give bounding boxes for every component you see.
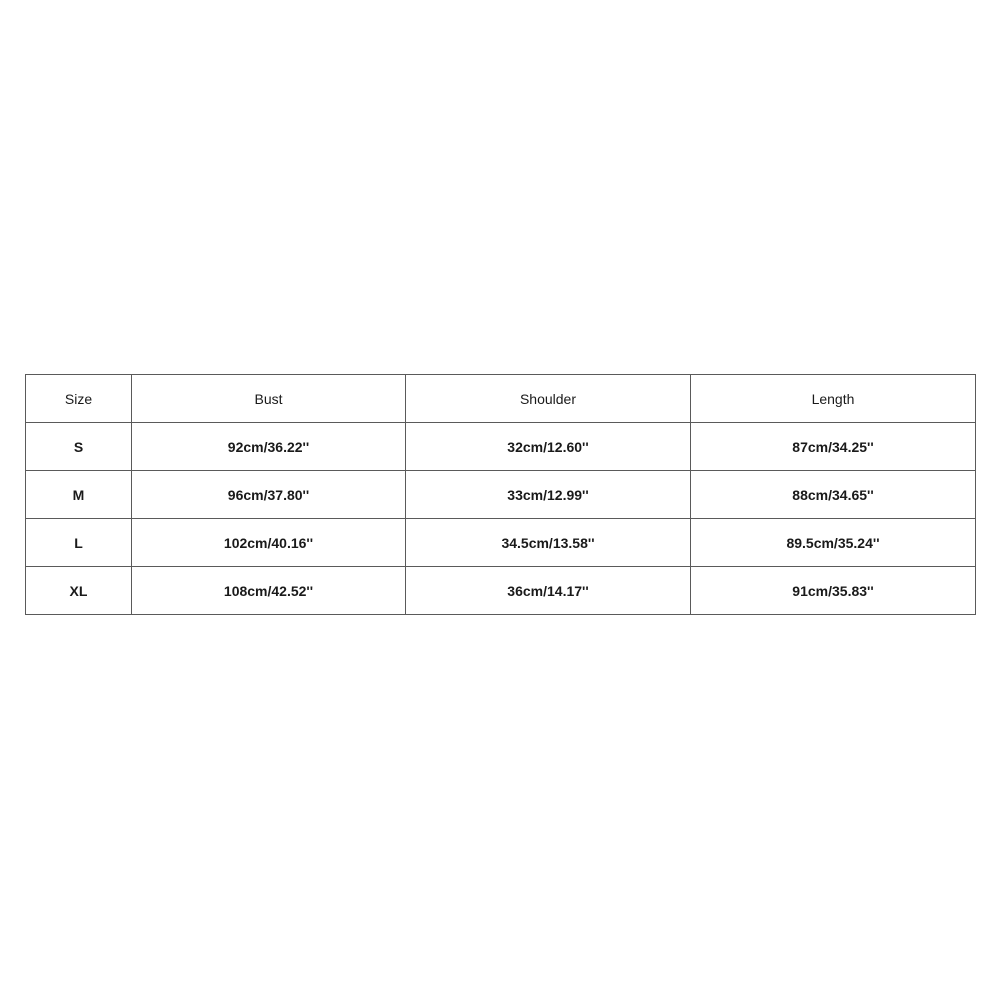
table-row [26, 567, 976, 615]
bust-cell: 108cm/42.52'' [132, 567, 406, 615]
size-cell: XL [26, 567, 132, 615]
size-cell: L [26, 519, 132, 567]
header-row [26, 375, 976, 423]
shoulder-cell: 36cm/14.17'' [406, 567, 691, 615]
header-length: Length [691, 375, 976, 423]
size-chart-table [25, 374, 976, 615]
table-row [26, 471, 976, 519]
table-row [26, 519, 976, 567]
size-cell: M [26, 471, 132, 519]
header-size: Size [26, 375, 132, 423]
table-row [26, 423, 976, 471]
size-cell: S [26, 423, 132, 471]
shoulder-cell: 32cm/12.60'' [406, 423, 691, 471]
header-bust: Bust [132, 375, 406, 423]
bust-cell: 92cm/36.22'' [132, 423, 406, 471]
bust-cell: 102cm/40.16'' [132, 519, 406, 567]
bust-cell: 96cm/37.80'' [132, 471, 406, 519]
length-cell: 89.5cm/35.24'' [691, 519, 976, 567]
header-shoulder: Shoulder [406, 375, 691, 423]
length-cell: 91cm/35.83'' [691, 567, 976, 615]
length-cell: 87cm/34.25'' [691, 423, 976, 471]
length-cell: 88cm/34.65'' [691, 471, 976, 519]
shoulder-cell: 33cm/12.99'' [406, 471, 691, 519]
shoulder-cell: 34.5cm/13.58'' [406, 519, 691, 567]
